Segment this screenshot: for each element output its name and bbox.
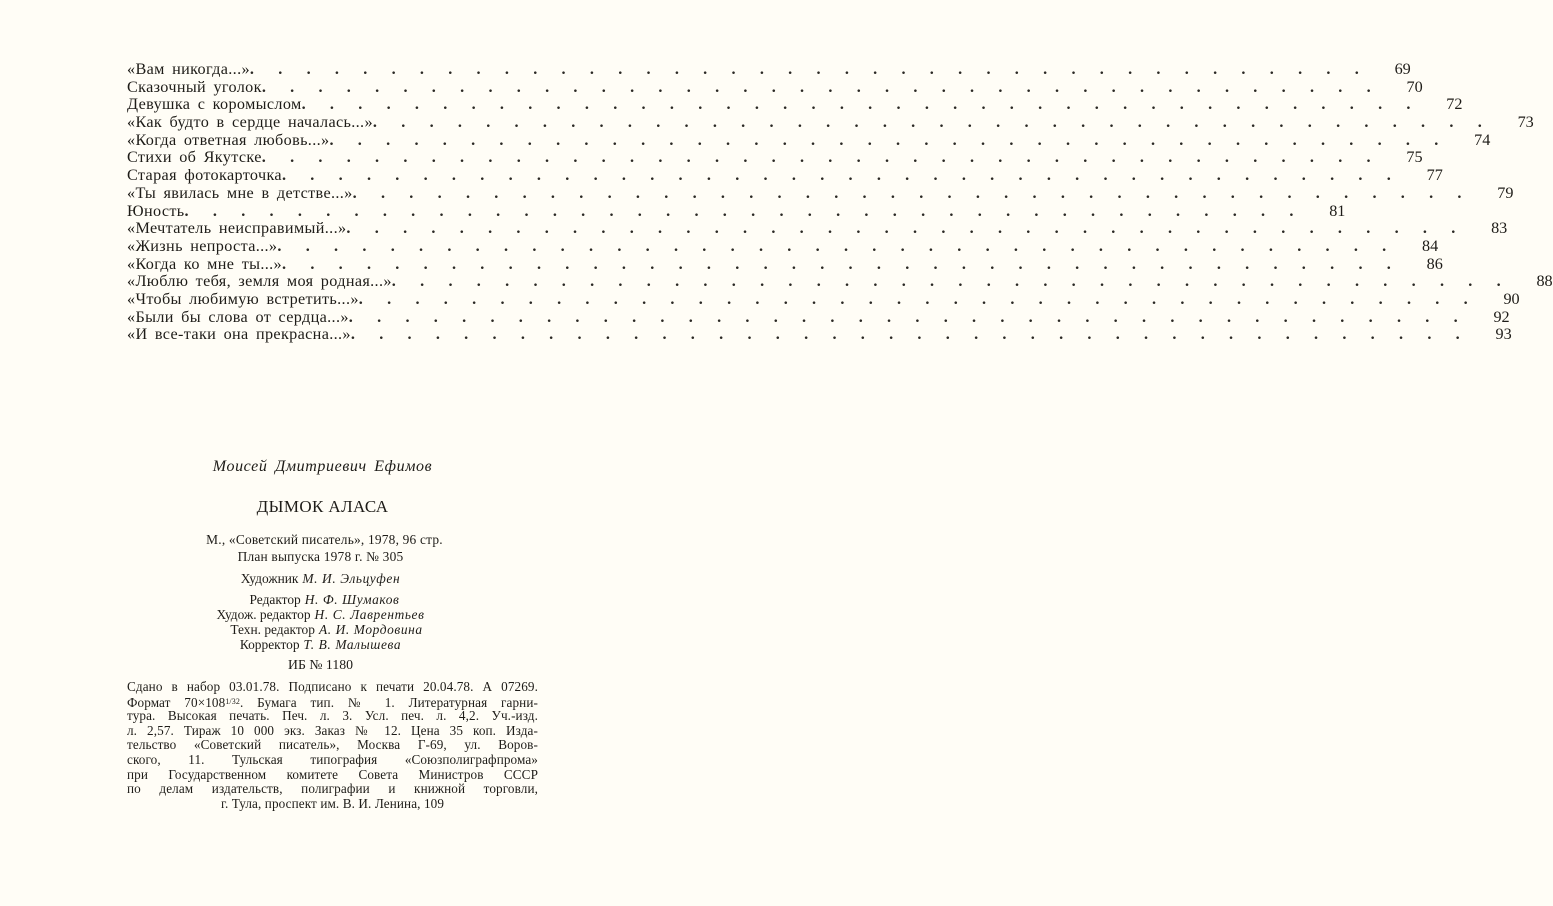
format-rest: . Бумага тип. № 1. Литературная гарни-	[239, 694, 538, 710]
toc-entry-page: 84	[1422, 236, 1439, 255]
toc-entry-title: «Жизнь непроста...»	[127, 236, 278, 255]
toc-entry-title: Сказочный уголок	[127, 77, 262, 96]
tech-editor-credit	[8, 622, 645, 638]
imprint-line-1: М., «Советский писатель», 1978, 96 стр.	[206, 532, 443, 547]
toc-entry-title: «Когда ответная любовь...»	[127, 130, 330, 149]
toc-entry-page: 92	[1493, 307, 1510, 326]
toc-entry-page: 69	[1394, 60, 1411, 78]
toc-entry-page: 81	[1329, 201, 1346, 220]
toc-entry	[127, 77, 1423, 97]
colophon-line: тельство «Советский писатель», Москва Г-69, ул. Воров-	[127, 737, 538, 753]
toc-entry	[127, 236, 1439, 256]
colophon-line: Сдано в набор 03.01.78. Подписано к печати 20.04.78. А 07269.	[127, 679, 538, 694]
toc-entry-title: «Ты явилась мне в детстве...»	[127, 183, 353, 202]
toc-leader-dots: . . . . . . . . . . . . . . . . . . . . . . . . . . . . . . . . . . . . . . . .	[350, 325, 1460, 344]
proofreader-name: Т. В. Малышева	[303, 637, 402, 652]
author-name: Моисей Дмитриевич Ефимов	[212, 458, 433, 475]
art-editor-credit	[2, 607, 639, 623]
toc-leader-dots: . . . . . . . . . . . . . . . . . . . . . . . . . . . . . . . . . . . . . . . .	[329, 130, 1439, 149]
toc-leader-dots: . . . . . . . . . . . . . . . . . . . . . . . . . . . . . . . . . . . . . . . .	[277, 236, 1387, 255]
toc-leader-dots: . . . . . . . . . . . . . . . . . . . . . . . . . . . . . . . . . . . . . . . .	[301, 95, 1411, 114]
artist-role: Художник	[240, 571, 299, 586]
toc-entry	[127, 289, 1520, 309]
colophon-line: ского, 11. Тульская типография «Союзполиграфпрома»	[127, 751, 538, 767]
toc-entry	[127, 254, 1443, 274]
imprint-line-2: План выпуска 1978 г. № 305	[237, 549, 404, 564]
colophon-address: г. Тула, проспект им. В. И. Ленина, 109	[220, 795, 445, 811]
toc-leader-dots: . . . . . . . . . . . . . . . . . . . . . . . . . . . . . . . . . . . . . . . .	[348, 307, 1458, 326]
toc-entry	[127, 272, 1553, 291]
colophon	[127, 680, 538, 811]
toc-entry	[127, 166, 1443, 185]
ib-number: ИБ № 1180	[287, 657, 354, 672]
toc-entry-page: 73	[1517, 113, 1534, 132]
format-fraction: 1/32	[225, 696, 240, 706]
toc-leader-dots: . . . . . . . . . . . . . . . . . . . . . . . . . . . . . . . . . . . . . . . .	[261, 77, 1371, 96]
artist-name: М. И. Эльцуфен	[302, 571, 401, 586]
toc-leader-dots: . . . . . . . . . . . . . . . . . . . . . . . . . . . . . . . . . . . . . . . .	[358, 289, 1468, 308]
toc-entry-page: 83	[1491, 219, 1508, 238]
toc-entry-page: 88	[1536, 272, 1553, 291]
artist-credit	[2, 571, 639, 587]
toc-leader-dots: . . . . . . . . . . . . . . . . . . . . . . . . . . . . . . . . . . . . . . . .	[281, 166, 1391, 185]
toc-leader-dots: . . . . . . . . . . . . . . . . . . . . . . . . . . . . . . . . . . . . . . . .	[249, 60, 1359, 78]
colophon-line: при Государственном комитете Совета Министров СССР	[127, 766, 538, 782]
book-title: ДЫМОК АЛАСА	[256, 497, 389, 516]
colophon-line: тура. Высокая печать. Печ. л. 3. Усл. печ. л. 4,2. Уч.-изд.	[127, 708, 538, 724]
tech-editor-name: А. И. Мордовина	[318, 622, 423, 637]
toc-entry-page: 72	[1446, 95, 1463, 114]
toc-entry-title: «Когда ко мне ты...»	[127, 254, 282, 273]
colophon-line: по делам издательств, полиграфии и книжной торговли,	[127, 781, 538, 797]
toc-leader-dots: . . . . . . . . . . . . . . . . . . . . . . . . . . . . . . . . . . . . . . . .	[346, 219, 1456, 238]
toc-entry-page: 90	[1503, 289, 1520, 308]
toc-entry-title: Юность	[127, 201, 185, 220]
art-editor-name: Н. С. Лаврентьев	[314, 607, 425, 622]
toc-entry-page: 74	[1474, 130, 1491, 149]
toc-entry-page: 86	[1426, 254, 1443, 273]
toc-entry-title: «Люблю тебя, земля моя родная...»	[127, 272, 392, 291]
toc-entry	[127, 130, 1491, 150]
toc-entry-page: 70	[1406, 77, 1423, 96]
toc-leader-dots: . . . . . . . . . . . . . . . . . . . . . . . . . . . . . . . . . . . . . . . .	[281, 254, 1391, 273]
toc-entry-page: 77	[1426, 166, 1443, 185]
editor-role: Редактор	[249, 592, 301, 607]
toc-entry	[127, 307, 1510, 327]
toc-entry-title: «Вам никогда...»	[127, 60, 250, 78]
tech-editor-role: Техн. редактор	[230, 622, 315, 637]
toc-leader-dots: . . . . . . . . . . . . . . . . . . . . . . . . . . . . . . . . . . . . . . . .	[352, 183, 1462, 202]
art-editor-role: Худож. редактор	[216, 607, 311, 622]
toc-entry-title: Стихи об Якутске	[127, 148, 262, 167]
toc-entry	[127, 325, 1512, 344]
toc-entry-title: «Мечтатель неисправимый...»	[127, 219, 347, 238]
toc-entry-title: «Как будто в сердце началась...»	[127, 113, 373, 132]
toc-leader-dots: . . . . . . . . . . . . . . . . . . . . . . . . . . . . . . . . . . . . . . . .	[184, 201, 1294, 220]
toc-entry	[127, 183, 1514, 203]
toc-entry-title: «Были бы слова от сердца...»	[127, 307, 349, 326]
toc-entry	[127, 113, 1534, 132]
editor-credit	[6, 592, 643, 608]
colophon-line: л. 2,57. Тираж 10 000 экз. Заказ № 12. Цена 35 коп. Изда-	[127, 722, 538, 738]
toc-entry-title: Девушка с коромыслом	[127, 95, 302, 114]
proofreader-credit	[2, 637, 639, 653]
toc-entry	[127, 60, 1411, 79]
format-text: Формат 70×108	[127, 694, 226, 710]
colophon-line-format	[127, 695, 538, 710]
proofreader-role: Корректор	[239, 637, 300, 652]
toc-entry	[127, 148, 1423, 167]
toc-entry-page: 75	[1406, 148, 1423, 167]
toc-entry	[127, 201, 1346, 221]
editor-name: Н. Ф. Шумаков	[304, 592, 400, 607]
toc-leader-dots: . . . . . . . . . . . . . . . . . . . . . . . . . . . . . . . . . . . . . . . .	[391, 272, 1501, 291]
toc-entry	[127, 219, 1508, 238]
toc-entry-page: 79	[1497, 183, 1514, 202]
toc-leader-dots: . . . . . . . . . . . . . . . . . . . . . . . . . . . . . . . . . . . . . . . .	[261, 148, 1371, 167]
toc-entry-title: «И все-таки она прекрасна...»	[127, 325, 351, 344]
table-of-contents	[127, 60, 1553, 344]
toc-entry-title: «Чтобы любимую встретить...»	[127, 289, 359, 308]
toc-entry	[127, 95, 1463, 114]
toc-leader-dots: . . . . . . . . . . . . . . . . . . . . . . . . . . . . . . . . . . . . . . . .	[372, 113, 1482, 132]
toc-entry-page: 93	[1495, 325, 1512, 344]
toc-entry-title: Старая фотокарточка	[127, 166, 282, 185]
